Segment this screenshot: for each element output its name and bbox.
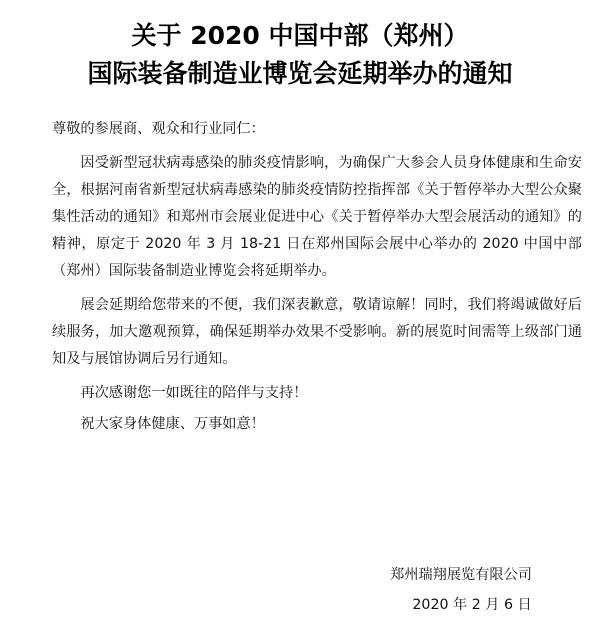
title-line-2: 国际装备制造业博览会延期举办的通知 <box>87 59 513 88</box>
body-paragraph-postponement-reason: 因受新型冠状病毒感染的肺炎疫情影响，为确保广大参会人员身体健康和生命安全，根据河南省新型冠状病毒感染的肺炎疫情防控指挥部《关于暂停举办大型公众聚集性活动的通知》和郑州市会展业促进中心《关于暂停举办大型会展活动的通知》的精神，原定于 2020 年 3 月 18-21 日在郑州国际会展中心举办的 2020 中国中部（郑州）国际装备制造业博览会将延期举办。 <box>52 155 582 279</box>
closing-thanks: 再次感谢您一如既往的陪伴与支持！ <box>80 385 308 401</box>
signature-block <box>390 560 532 620</box>
signature-date: 2020 年 2 月 6 日 <box>412 597 532 613</box>
salutation: 尊敬的参展商、观众和行业同仁： <box>52 121 265 137</box>
notice-title <box>0 18 600 92</box>
notice-body <box>52 116 582 442</box>
closing-wishes: 祝大家身体健康、万事如意！ <box>80 416 265 432</box>
signature-organization: 郑州瑞翔展览有限公司 <box>390 567 532 583</box>
body-paragraph-apology: 展会延期给您带来的不便，我们深表歉意，敬请谅解！同时，我们将竭诚做好后续服务，加大邀观预算，确保延期举办效果不受影响。新的展览时间需等上级部门通知及与展馆协调后另行通知。 <box>52 297 582 367</box>
title-line-1: 关于 2020 中国中部（郑州） <box>131 21 469 50</box>
